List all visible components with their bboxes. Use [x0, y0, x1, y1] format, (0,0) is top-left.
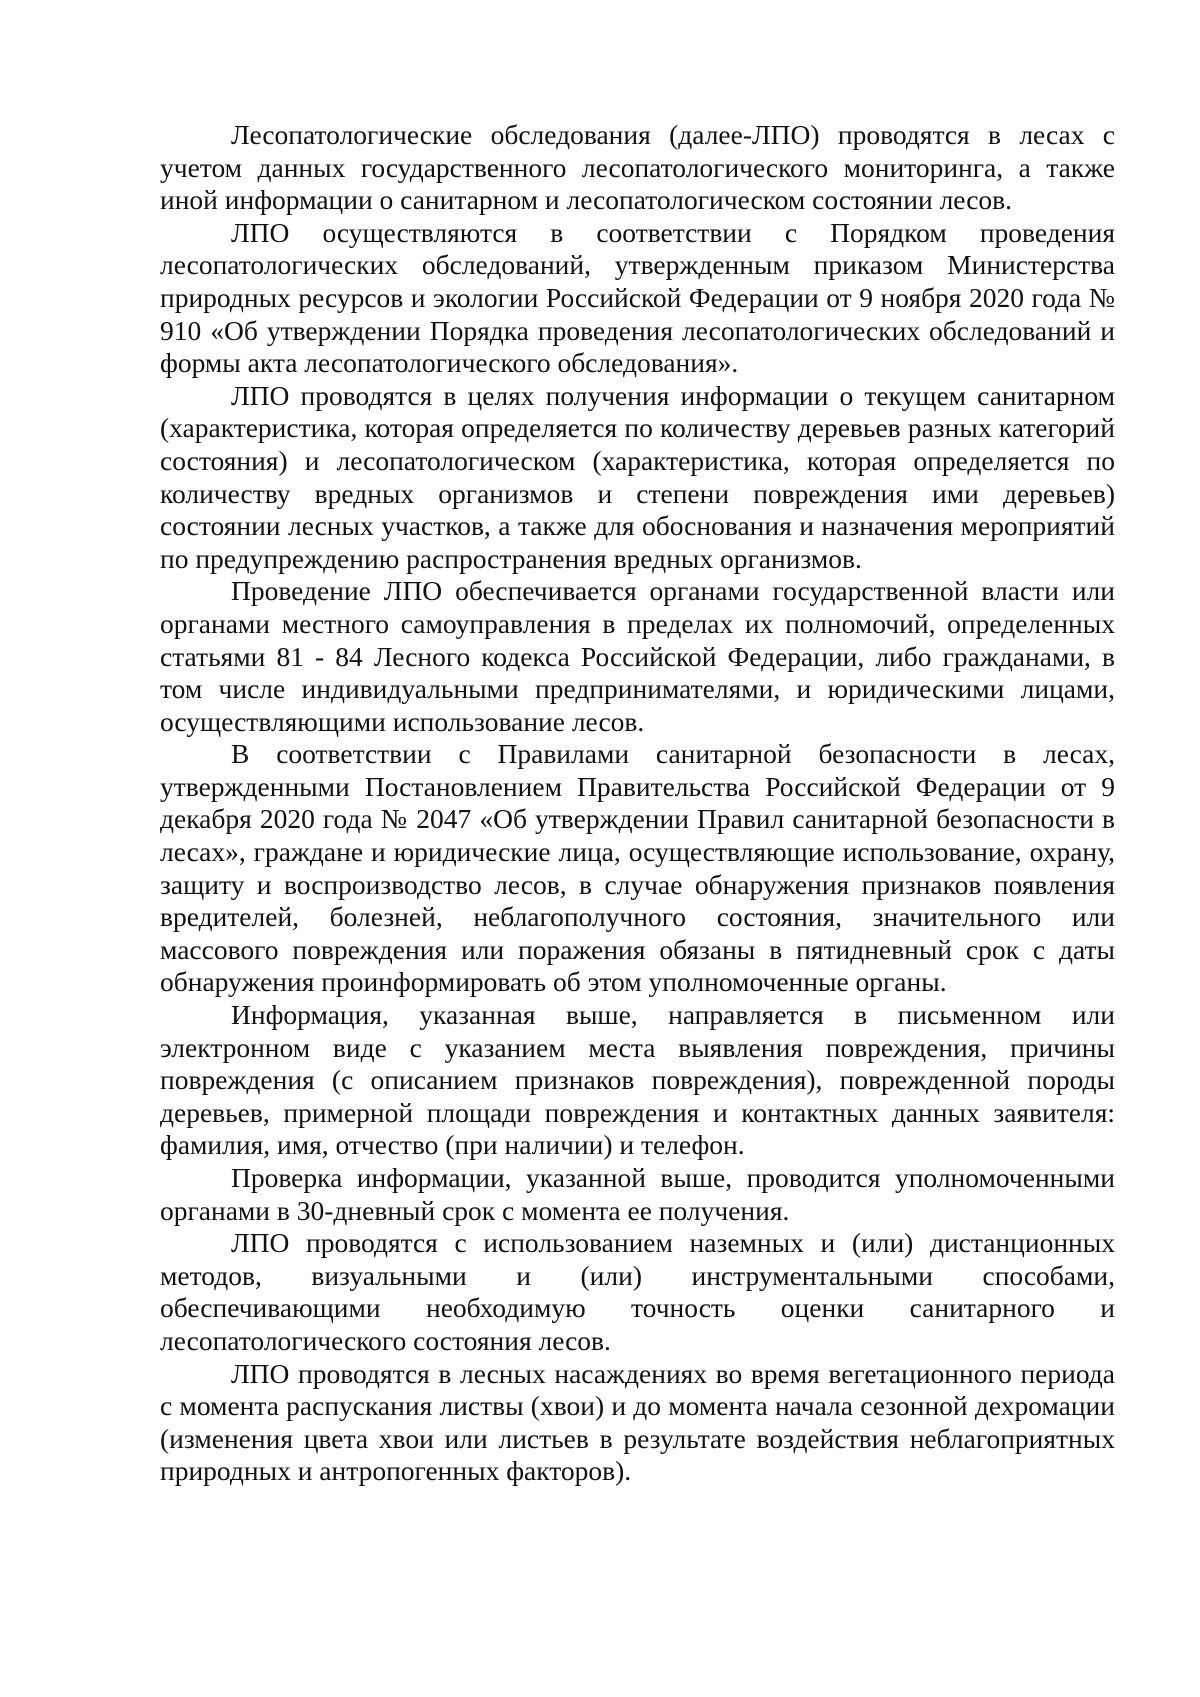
- paragraph-5: В соответствии с Правилами санитарной безопасности в лесах, утвержденными Постановлением Правительства Российской Федерации от 9 декабря 2020 года № 2047 «Об утверждении Правил санитарной безопасности в лесах», граждане и юридические лица, осуществляющие использование, охрану, защиту и воспроизводство лесов, в случае обнаружения признаков появления вредителей, болезней, неблагополучного состояния, значительного или массового повреждения или поражения обязаны в пятидневный срок с даты обнаружения проинформировать об этом уполномоченные органы.: [160, 738, 1115, 998]
- paragraph-7: Проверка информации, указанной выше, проводится уполномоченными органами в 30-дневный срок с момента ее получения.: [160, 1162, 1115, 1226]
- paragraph-1: Лесопатологические обследования (далее-ЛПО) проводятся в лесах с учетом данных государственного лесопатологического мониторинга, а также иной информации о санитарном и лесопатологическом состоянии лесов.: [160, 119, 1115, 216]
- paragraph-8: ЛПО проводятся с использованием наземных и (или) дистанционных методов, визуальными и (или) инструментальными способами, обеспечивающими необходимую точность оценки санитарного и лесопатологического состояния лесов.: [160, 1227, 1115, 1356]
- document-body: [160, 119, 1115, 1488]
- paragraph-2: ЛПО осуществляются в соответствии с Порядком проведения лесопатологических обследований, утвержденным приказом Министерства природных ресурсов и экологии Российской Федерации от 9 ноября 2020 года № 910 «Об утверждении Порядка проведения лесопатологических обследований и формы акта лесопатологического обследования».: [160, 216, 1115, 379]
- paragraph-3: ЛПО проводятся в целях получения информации о текущем санитарном (характеристика, которая определяется по количеству деревьев разных категорий состояния) и лесопатологическом (характеристика, которая определяется по количеству вредных организмов и степени повреждения ими деревьев) состоянии лесных участков, а также для обоснования и назначения мероприятий по предупреждению распространения вредных организмов.: [160, 379, 1115, 574]
- paragraph-9: ЛПО проводятся в лесных насаждениях во время вегетационного периода с момента распускания листвы (хвои) и до момента начала сезонной дехромации (изменения цвета хвои или листьев в результате воздействия неблагоприятных природных и антропогенных факторов).: [160, 1357, 1115, 1487]
- paragraph-4: Проведение ЛПО обеспечивается органами государственной власти или органами местного самоуправления в пределах их полномочий, определенных статьями 81 - 84 Лесного кодекса Российской Федерации, либо гражданами, в том числе индивидуальными предпринимателями, и юридическими лицами, осуществляющими использование лесов.: [160, 575, 1115, 737]
- paragraph-6: Информация, указанная выше, направляется в письменном или электронном виде с указанием места выявления повреждения, причины повреждения (с описанием признаков повреждения), поврежденной породы деревьев, примерной площади повреждения и контактных данных заявителя: фамилия, имя, отчество (при наличии) и телефон.: [160, 999, 1115, 1161]
